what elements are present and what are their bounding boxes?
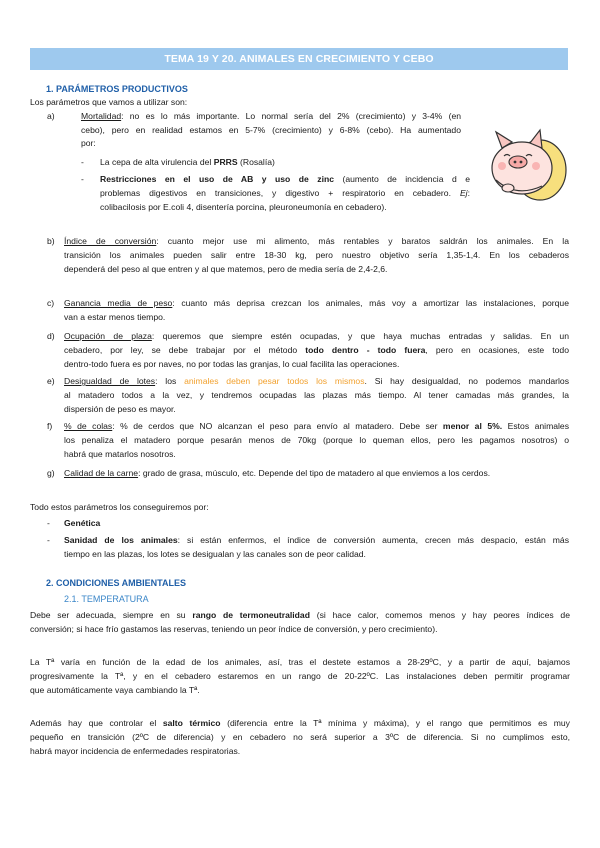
improve-2-line-2: tiempo en las plazas, los lotes se desigualan y las canales son de peor calidad. xyxy=(64,549,366,559)
item-d-line-2 xyxy=(64,345,569,356)
item-a-sub-2-line-2 xyxy=(100,188,470,199)
intro-text: Los parámetros que vamos a utilizar son: xyxy=(30,97,188,107)
item-e-l1-post: . Si hay desigualdad, no podemos mandarlos xyxy=(364,376,569,386)
improve-2-text-1: : si están enfermos, el índice de conversión aumenta, crecen más despacio, están más xyxy=(177,535,569,545)
item-b-line-3: dependerá del peso al que entren y al que matemos, pero de media sería de 2,4-2,6. xyxy=(64,264,388,274)
improve-2-dash: - xyxy=(47,535,50,545)
item-a-marker: a) xyxy=(47,111,55,121)
pig-sticker-icon xyxy=(478,118,572,208)
item-f-term: % de colas xyxy=(64,421,113,431)
item-b-line-2: transición los animales pueden salir entre 18-30 kg, pero nuestro objetivo sería 1,35-1,4. En los cebaderos xyxy=(64,250,569,260)
item-c-text-1: : cuanto más deprisa crezcan los animales, más voy a amortizar las instalaciones, porque xyxy=(172,298,569,308)
item-e-line-3: dispersión de peso es mayor. xyxy=(64,404,176,414)
temp-p3-post: (diferencia entre la Tª mínima y máxima), y el rango que permitimos es muy xyxy=(220,718,570,728)
sub-1-bold: PRRS xyxy=(213,157,238,167)
item-e-term: Desigualdad de lotes xyxy=(64,376,156,386)
temp-para-3-line-1 xyxy=(30,718,570,729)
temp-para-1-line-1 xyxy=(30,610,570,621)
item-a-sub-1 xyxy=(100,157,275,168)
temp-p3-pre: Además hay que controlar el xyxy=(30,718,163,728)
sub-2-l2-post: : xyxy=(467,188,470,198)
item-c-line-1 xyxy=(64,298,569,309)
section-2-heading: 2. CONDICIONES AMBIENTALES xyxy=(46,578,187,588)
sub-2-l2-pre: problemas digestivos en transiciones, y digestivo + respiratorio en cebadero. xyxy=(100,188,460,198)
improve-1: Genética xyxy=(64,518,101,528)
item-a-sub-1-dash: - xyxy=(81,157,84,167)
item-f-line-3: habrá que matarlos nosotros. xyxy=(64,449,176,459)
temp-p1-pre: Debe ser adecuada, siempre en su xyxy=(30,610,193,620)
item-c-term: Ganancia media de peso xyxy=(64,298,173,308)
temp-para-1-line-2: conversión; si hace frío gastamos las reservas, teniendo un peor índice de conversión, y pero crecimiento). xyxy=(30,624,438,634)
item-f-l1-post: Estos animales xyxy=(502,421,569,431)
item-a-line-3: por: xyxy=(81,138,96,148)
item-a-line-2: cebo), pero en realidad estamos en 5-7% (crecimiento) y 6-8% (cebo). Ha aumentado xyxy=(81,125,461,135)
item-d-term: Ocupación de plaza xyxy=(64,331,152,341)
page-title: TEMA 19 Y 20. ANIMALES EN CRECIMIENTO Y CEBO xyxy=(30,48,568,70)
item-g-text-1: : grado de grasa, músculo, etc. Depende del tipo de matadero al que enviemos a los cerdos. xyxy=(138,468,491,478)
item-f-line-1 xyxy=(64,421,569,432)
improve-2-bold: Sanidad de los animales xyxy=(64,535,178,545)
sub-1-pre: La cepa de alta virulencia del xyxy=(100,157,214,167)
item-e-line-1 xyxy=(64,376,569,387)
improve-intro: Todo estos parámetros los conseguiremos por: xyxy=(30,502,209,512)
item-f-line-2: los penaliza el matadero porque pesarán menos de 70kg (porque lo queman ellos, pero les pagamos nosotros) o xyxy=(64,435,569,445)
temp-para-2-line-2: progresivamente la Tª, y en el cebadero estaremos en un rango de 20-22ºC. Las instalaciones deben permitir programar xyxy=(30,671,570,681)
item-g-term: Calidad de la carne xyxy=(64,468,139,478)
item-d-l2-bold: todo dentro - todo fuera xyxy=(305,345,426,355)
item-d-marker: d) xyxy=(47,331,55,341)
item-g-line-1 xyxy=(64,468,490,479)
improve-1-dash: - xyxy=(47,518,50,528)
item-d-l2-post: , pero en ocasiones, este todo xyxy=(425,345,569,355)
item-d-text-1: : queremos que siempre estén ocupadas, y que haya muchas entradas y salidas. En un xyxy=(151,331,569,341)
sub-2-l2-italic: Ej xyxy=(459,188,468,198)
temp-para-3-line-2: pequeño en transición (2ºC de diferencia) y en cebadero no será superior a 3ºC de diferencia. Si no cumplimos esto, xyxy=(30,732,570,742)
item-e-highlight: animales deben pesar todos los mismos xyxy=(184,376,365,386)
sub-2-rest: (aumento de incidencia d e xyxy=(334,174,470,184)
item-c-marker: c) xyxy=(47,298,55,308)
item-c-line-2: van a estar menos tiempo. xyxy=(64,312,166,322)
temp-p1-bold: rango de termoneutralidad xyxy=(192,610,310,620)
section-2-1-heading: 2.1. TEMPERATURA xyxy=(64,594,149,604)
temp-para-3-line-3: habrá mayor incidencia de enfermedades respiratorias. xyxy=(30,746,241,756)
item-e-l1-pre: : los xyxy=(155,376,185,386)
item-a-sub-2-line-3: colibacilosis por E.coli 4, disentería porcina, pleuroneumonía en cebadero). xyxy=(100,202,387,212)
item-g-marker: g) xyxy=(47,468,55,478)
item-b-marker: b) xyxy=(47,236,55,246)
item-f-marker: f) xyxy=(47,421,53,431)
item-a-sub-2-dash: - xyxy=(81,174,84,184)
temp-p1-post: (si hace calor, comemos menos y hay peores índices de xyxy=(309,610,570,620)
improve-2-line-1 xyxy=(64,535,569,546)
item-a-text-1: : no es lo más importante. Lo normal sería del 2% (crecimiento) y 3-4% (en xyxy=(121,111,461,121)
item-b-term: Índice de conversión xyxy=(64,236,157,246)
item-a-line-1 xyxy=(81,111,461,122)
item-f-l1-pre: : % de cerdos que NO alcanzan el peso para envío al matadero. Debe ser xyxy=(112,421,443,431)
temp-para-2-line-1: La Tª varía en función de la edad de los animales, así, tras el destete estamos a 28-29ºC, y a partir de aquí, bajamos xyxy=(30,657,570,667)
item-f-l1-bold: menor al 5%. xyxy=(442,421,503,431)
item-d-line-3: dentro-todo fuera es por naves, no por todas las granjas, lo cual facilita las operaciones. xyxy=(64,359,400,369)
sub-1-post: (Rosalía) xyxy=(237,157,275,167)
section-1-heading: 1. PARÁMETROS PRODUCTIVOS xyxy=(46,84,188,94)
item-a-sub-2-line-1 xyxy=(100,174,470,185)
item-a-term: Mortalidad xyxy=(81,111,122,121)
temp-p3-bold: salto térmico xyxy=(162,718,221,728)
item-e-marker: e) xyxy=(47,376,55,386)
item-e-line-2: al matadero todos a la vez, y tendremos ocupadas las plazas más tiempo. Al tener camadas más grandes, la xyxy=(64,390,569,400)
item-b-line-1 xyxy=(64,236,569,247)
item-d-l2-pre: cebadero, por ley, se debe trabajar por el método xyxy=(64,345,306,355)
temp-para-2-line-3: que automáticamente vaya cambiando la Tª. xyxy=(30,685,200,695)
sub-2-bold: Restricciones en el uso de AB y uso de zinc xyxy=(100,174,334,184)
item-d-line-1 xyxy=(64,331,569,342)
item-b-text-1: : cuanto mejor use mi alimento, más rentables y baratos saldrán los animales. En la xyxy=(156,236,569,246)
